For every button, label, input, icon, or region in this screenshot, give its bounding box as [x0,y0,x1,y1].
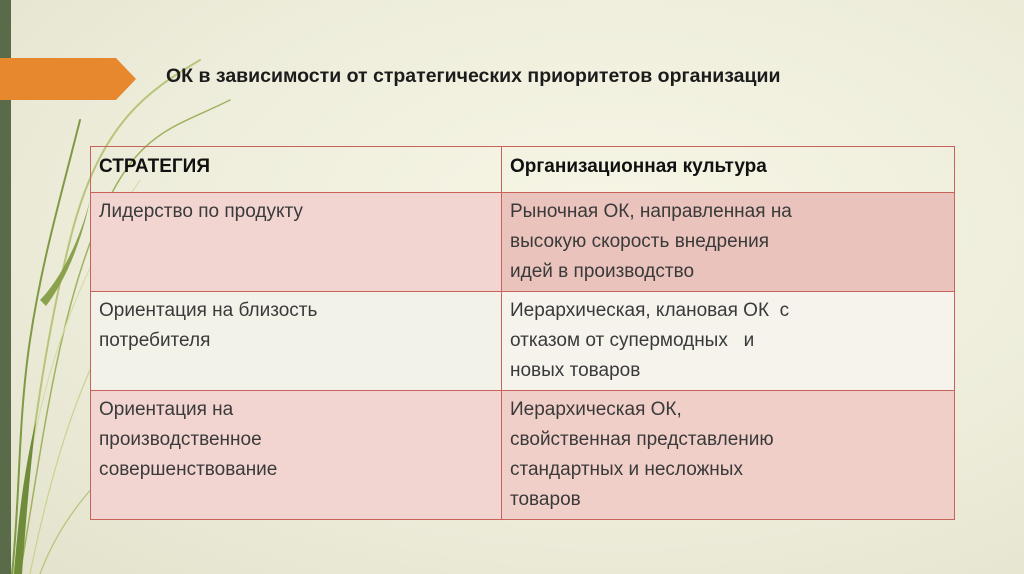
cell-culture-text: Иерархическая, клановая ОК с отказом от супермодных и новых товаров [510,300,790,381]
slide-title: ОК в зависимости от стратегических приоритетов организации [166,65,781,87]
table-header-row [91,147,955,193]
header-culture: Организационная культура [502,147,955,193]
cell-strategy [91,292,502,391]
orange-arrow-marker [0,58,136,100]
cell-strategy-text: Лидерство по продукту [99,201,303,222]
header-strategy: СТРАТЕГИЯ [91,147,502,193]
cell-culture [502,391,955,520]
cell-culture [502,292,955,391]
cell-strategy [91,391,502,520]
cell-strategy [91,193,502,292]
table-row [91,193,955,292]
cell-culture [502,193,955,292]
table-row [91,292,955,391]
cell-culture-text: Рыночная ОК, направленная на высокую скорость внедрения идей в производство [510,201,792,282]
cell-strategy-text: Ориентация на близость потребителя [99,300,318,351]
strategy-culture-table [90,146,955,520]
table-row [91,391,955,520]
cell-strategy-text: Ориентация на производственное совершенствование [99,399,278,480]
cell-culture-text: Иерархическая ОК, свойственная представлению стандартных и несложных товаров [510,399,774,510]
